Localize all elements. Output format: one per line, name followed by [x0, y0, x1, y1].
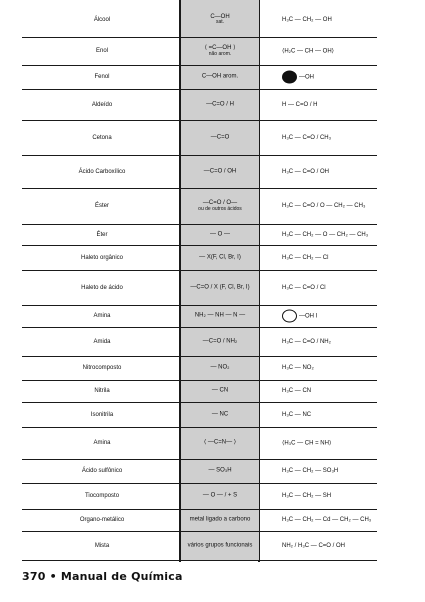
function-name: Ácido Carboxílico [78, 168, 126, 175]
example-formula-text: NH₂ / H₃C — C=O / OH [282, 542, 345, 549]
row-divider [22, 327, 377, 328]
function-name: Éter [96, 231, 108, 238]
function-name: Éster [94, 203, 109, 209]
functional-group [183, 493, 257, 500]
functional-group-formula: metal ligado a carbono [189, 516, 251, 523]
example-formula [282, 285, 382, 291]
example-formula-text: H₃C — CN [282, 388, 312, 394]
functional-group-formula: C—OH arom. [201, 73, 239, 80]
functional-group-formula: ⟨ =C—OH ⟩ [204, 44, 236, 51]
row-divider [22, 531, 377, 532]
functional-group-formula: — O — / + S [202, 492, 238, 499]
benzene-ring-icon [282, 71, 297, 84]
function-name: Amina [93, 440, 111, 446]
functional-group [183, 440, 257, 447]
row-divider [22, 37, 377, 38]
function-name: Nitrocomposto [82, 365, 122, 371]
functional-group-formula: NH₂ — NH — N — [194, 312, 246, 319]
functional-group [183, 168, 257, 175]
example-formula-text: H₃C — CH₂ — O — CH₂ — CH₃ [282, 231, 369, 238]
functional-group-note: sat. [215, 19, 225, 26]
functional-group-formula: C—OH [210, 13, 230, 20]
row-divider [22, 245, 377, 246]
row-divider [22, 120, 377, 121]
function-name: Organo-metálico [79, 517, 125, 523]
function-name: Amida [93, 338, 111, 345]
functional-group-formula: —C=O / NH₂ [202, 338, 238, 345]
row-divider [22, 65, 377, 66]
functional-group [183, 388, 257, 395]
example-formula-text: H₃C — CH₂ — SH [282, 493, 332, 499]
example-formula [282, 412, 382, 418]
row-divider [22, 155, 377, 156]
row-divider [22, 89, 377, 90]
page-footer: 370 • Manual de Química [22, 570, 183, 583]
functional-group-note: ou de outros ácidos [198, 205, 242, 212]
functional-group-formula: — O — [209, 231, 230, 238]
functional-group-formula: — NC [211, 411, 229, 418]
example-formula [282, 71, 382, 84]
function-name: Fenol [94, 74, 110, 80]
functional-group [183, 231, 257, 238]
example-formula-text: ⟨H₃C — CH = NH⟩ [282, 440, 332, 447]
row-divider [22, 560, 377, 561]
example-formula [282, 102, 382, 108]
row-divider [22, 305, 377, 306]
row-divider [22, 224, 377, 225]
example-formula [282, 48, 382, 55]
functional-group-formula: — CN [211, 387, 229, 394]
function-name: Haleto orgânico [80, 254, 124, 261]
function-name: Mista [94, 542, 110, 549]
function-name: Nitrila [94, 388, 110, 394]
example-formula [282, 339, 382, 345]
benzene-ring-icon [282, 310, 297, 323]
example-formula [282, 517, 382, 523]
example-formula-text: H₃C — NO₂ [282, 365, 314, 371]
example-formula [282, 440, 382, 447]
function-name: Tiocomposto [84, 493, 120, 499]
functional-group [183, 411, 257, 418]
functional-group-formula: vários grupos funcionais [187, 542, 253, 549]
row-divider [22, 483, 377, 484]
functional-group [183, 200, 257, 212]
example-formula-text: H₃C — CH₂ — OH [282, 16, 332, 23]
row-divider [22, 459, 377, 460]
example-formula [282, 365, 382, 371]
example-formula [282, 17, 382, 23]
example-formula-text: H — C=O / H [282, 101, 318, 108]
functional-group [183, 45, 257, 57]
group-column-shading [181, 0, 259, 560]
example-formula-text: ⟨H₂C — CH — OH⟩ [282, 48, 335, 55]
example-formula-text: H₃C — C=O / Cl [282, 284, 326, 291]
function-name: Aldeído [91, 101, 113, 108]
example-formula [282, 310, 382, 323]
functional-group-formula: — SO₃H [208, 467, 232, 474]
functional-group-formula: —C=O / O— [202, 199, 238, 206]
function-name: Haleto de ácido [81, 284, 123, 291]
example-formula [282, 493, 382, 499]
example-formula-text: —OH I [299, 313, 318, 320]
functional-group-formula: —C=O / OH [203, 168, 237, 175]
example-formula [282, 232, 382, 238]
example-formula-text: H₃C — CH₂ — SO₃H [282, 468, 339, 474]
row-divider [22, 356, 377, 357]
example-formula [282, 255, 382, 261]
functional-group [183, 284, 257, 291]
row-divider [22, 188, 377, 189]
functional-group [183, 313, 257, 320]
functional-group-formula: — X(F, Cl, Br, I) [199, 254, 241, 261]
row-divider [22, 270, 377, 271]
functional-group [183, 74, 257, 81]
functional-group-note: não arom. [208, 50, 232, 57]
functional-group-formula: ⟨ —C=N— ⟩ [203, 439, 237, 446]
functional-group [183, 542, 257, 549]
example-formula [282, 169, 382, 175]
functional-group [183, 13, 257, 25]
functional-group-formula: —C=O / X (F, Cl, Br, I) [190, 284, 250, 291]
functional-group [183, 254, 257, 261]
example-formula [282, 388, 382, 394]
example-formula [282, 135, 382, 141]
functional-group-formula: — NO₂ [210, 364, 230, 371]
function-name: Isonitrila [90, 411, 114, 418]
functional-group [183, 365, 257, 372]
example-formula-text: H₃C — C=O / CH₃ [282, 134, 332, 141]
function-name: Amina [93, 313, 111, 319]
function-name: Cetona [92, 134, 112, 141]
functional-group [183, 517, 257, 524]
functional-group-formula: —C=O [210, 134, 230, 141]
functional-group [183, 468, 257, 475]
example-formula-text: H₃C — C=O / O — CH₂ — CH₃ [282, 203, 366, 209]
example-formula-text: —OH [299, 74, 314, 81]
function-name: Ácido sulfônico [81, 468, 123, 474]
example-formula-text: H₃C — CH₂ — Cl [282, 254, 329, 261]
function-name: Álcool [93, 16, 111, 23]
functional-group [183, 101, 257, 108]
row-divider [22, 402, 377, 403]
row-divider [22, 509, 377, 510]
example-formula-text: H₃C — C=O / NH₂ [282, 338, 331, 345]
example-formula [282, 468, 382, 474]
functional-group [183, 338, 257, 345]
functional-group-formula: —C=O / H [206, 101, 234, 108]
example-formula-text: H₃C — CH₂ — Cd — CH₂ — CH₃ [282, 517, 372, 523]
row-divider [22, 380, 377, 381]
example-formula [282, 203, 382, 209]
function-name: Enol [95, 48, 108, 54]
functional-group [183, 134, 257, 141]
example-formula-text: H₃C — NC [282, 411, 312, 418]
row-divider [22, 427, 377, 428]
example-formula [282, 543, 382, 549]
example-formula-text: H₃C — C=O / OH [282, 168, 329, 175]
